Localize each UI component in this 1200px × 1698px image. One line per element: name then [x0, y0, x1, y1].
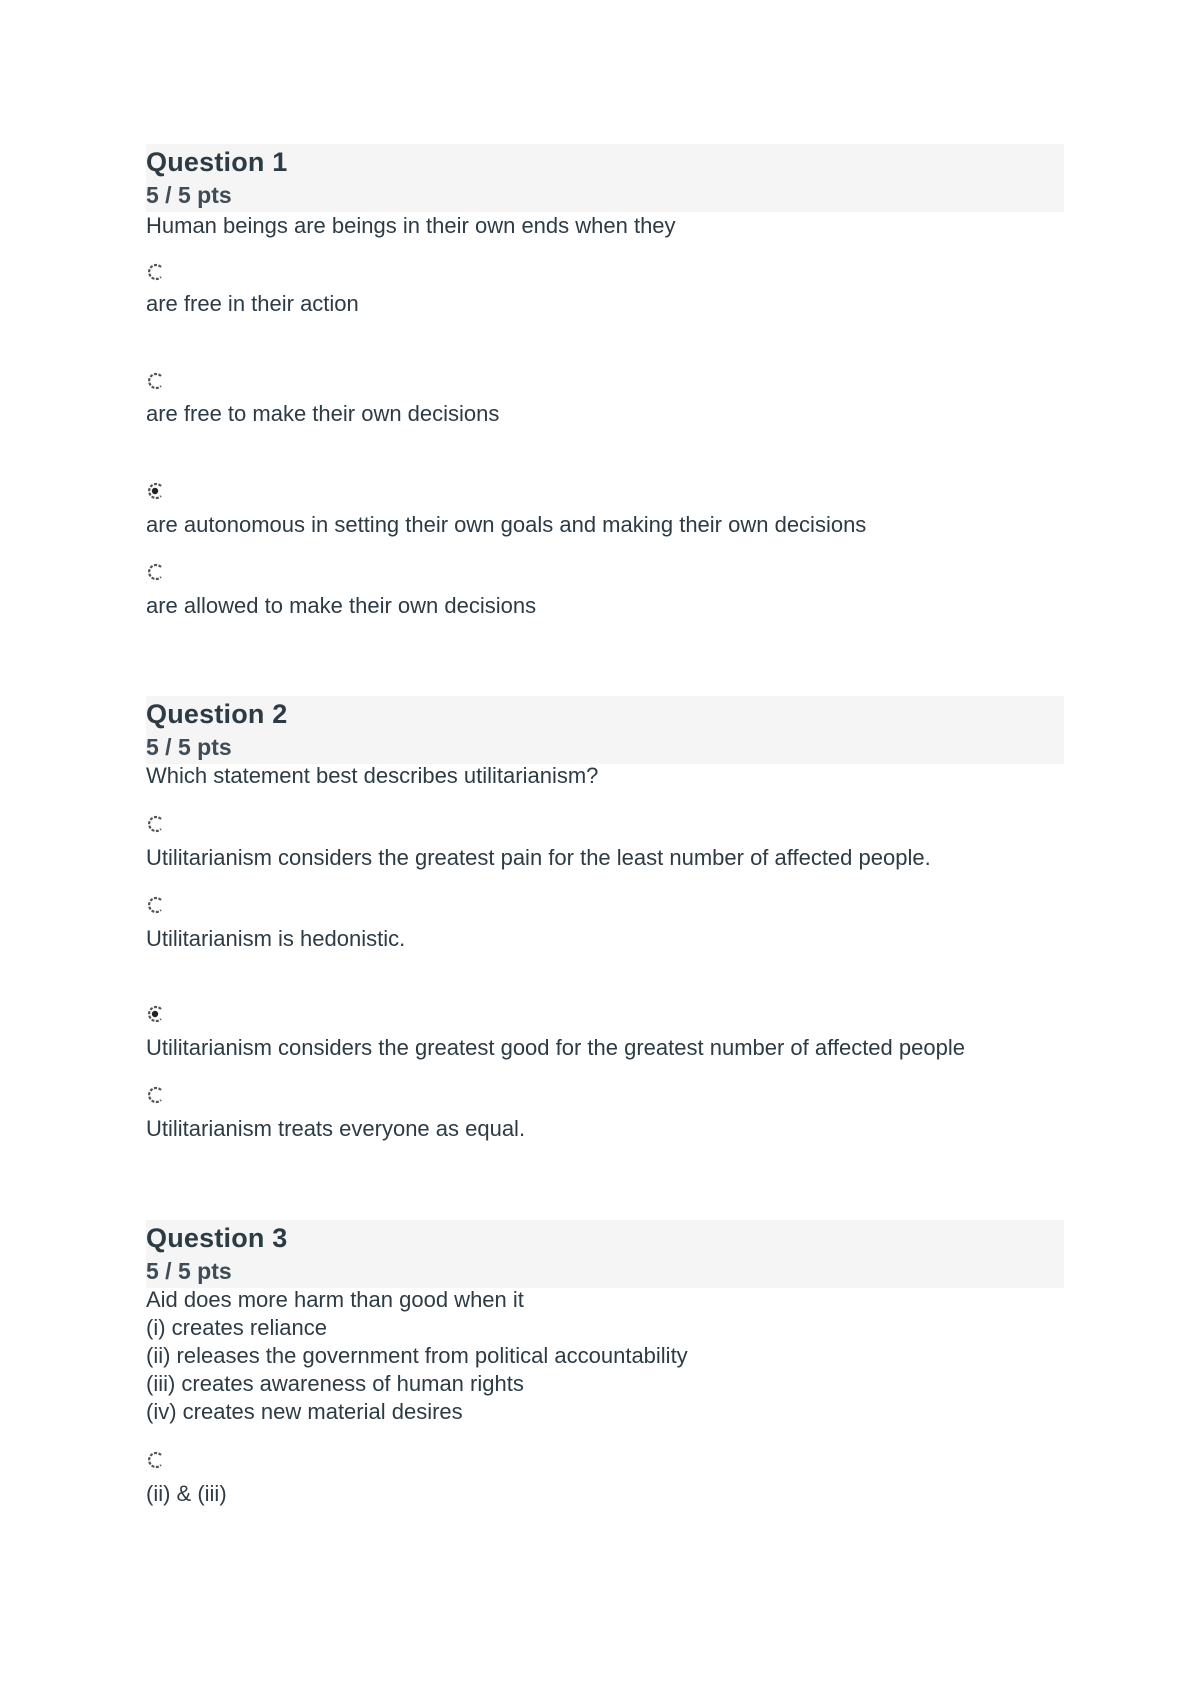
radio-unselected-icon[interactable]: [146, 262, 166, 282]
answer-label: Utilitarianism treats everyone as equal.: [146, 1116, 526, 1141]
answer-label: Utilitarianism considers the greatest good for the greatest number of affected people: [146, 1035, 965, 1060]
radio-unselected-icon[interactable]: [146, 371, 166, 391]
answer-label: are autonomous in setting their own goals and making their own decisions: [146, 512, 867, 537]
question-points: 5 / 5 pts: [146, 1258, 232, 1284]
radio-unselected-icon[interactable]: [146, 895, 166, 915]
radio-unselected-icon[interactable]: [146, 1085, 166, 1105]
answer-label: (ii) & (iii): [146, 1481, 227, 1506]
question-points: 5 / 5 pts: [146, 182, 232, 208]
question-points: 5 / 5 pts: [146, 734, 232, 760]
answer-label: Utilitarianism is hedonistic.: [146, 926, 406, 951]
radio-unselected-icon[interactable]: [146, 814, 166, 834]
question-title: Question 2: [146, 699, 288, 729]
radio-unselected-icon[interactable]: [146, 1450, 166, 1470]
question-text: Human beings are beings in their own ends when they: [146, 213, 676, 238]
question-header: [146, 696, 1064, 764]
answer-label: are free in their action: [146, 291, 359, 316]
question-text: Which statement best describes utilitarianism?: [146, 763, 599, 788]
question-title: Question 3: [146, 1223, 288, 1253]
question-header: [146, 144, 1064, 212]
question-3: [146, 1220, 1064, 1506]
answer-label: are free to make their own decisions: [146, 401, 500, 426]
question-header: [146, 1220, 1064, 1288]
question-title: Question 1: [146, 147, 288, 177]
answer-label: Utilitarianism considers the greatest pain for the least number of affected people.: [146, 845, 931, 870]
radio-selected-icon[interactable]: [146, 1004, 166, 1024]
answer-label: are allowed to make their own decisions: [146, 593, 537, 618]
question-text: Aid does more harm than good when it (i) creates reliance (ii) releases the government from political accountability (iii) creates awareness of human rights (iv) creates new material desires: [146, 1287, 688, 1424]
radio-selected-icon[interactable]: [146, 481, 166, 501]
question-2: [146, 696, 1064, 1141]
radio-unselected-icon[interactable]: [146, 562, 166, 582]
question-1: [146, 144, 1064, 618]
